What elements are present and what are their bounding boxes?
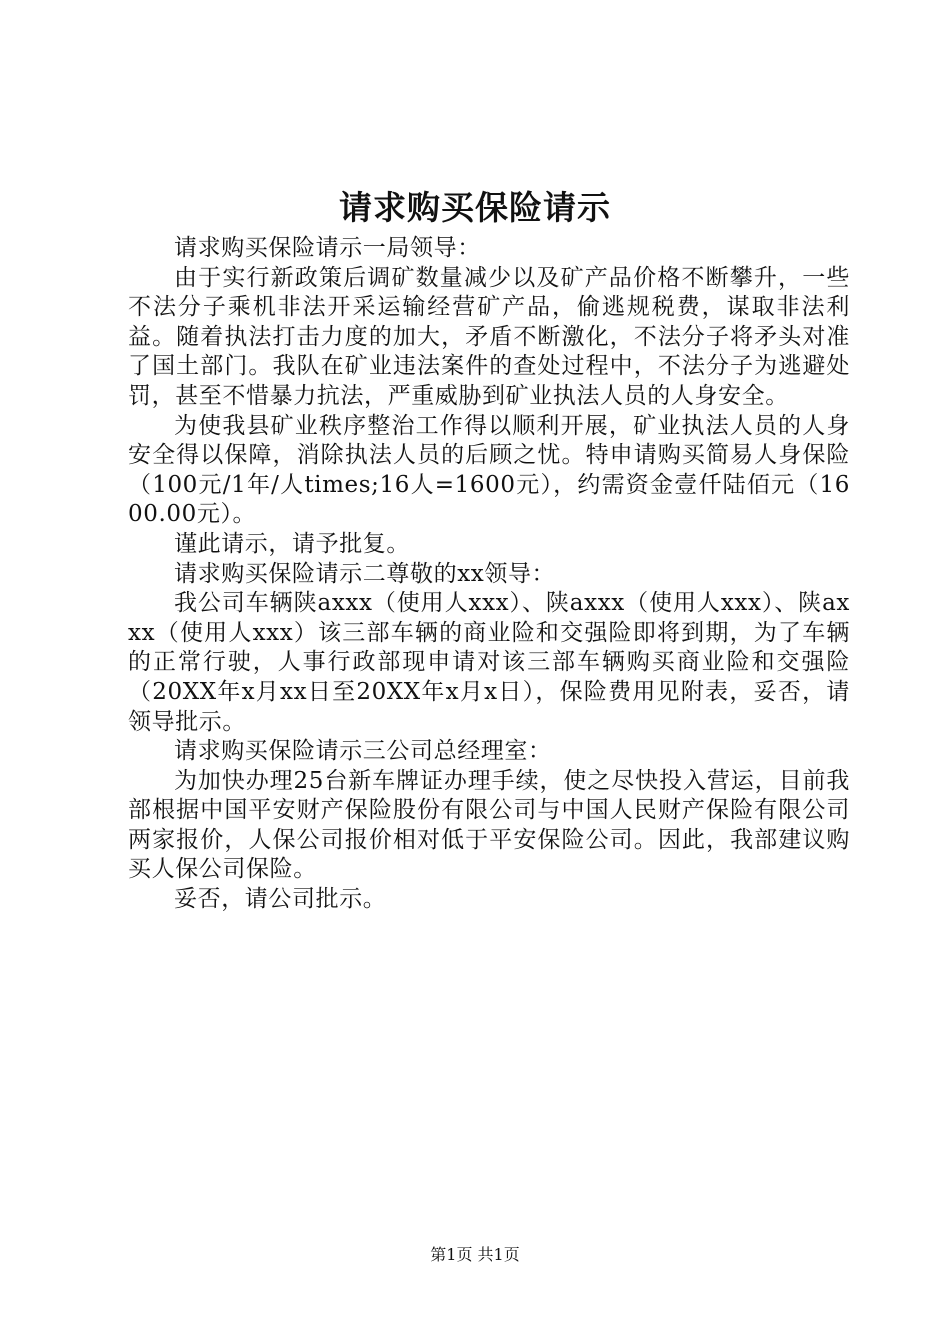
paragraph-closing-1: 谨此请示，请予批复。 (174, 530, 410, 557)
paragraph-request-3: 为加快办理25台新车牌证办理手续，使之尽快投入营运，目前我部根据中国平安财产保险股份有限公司与中国人民财产保险有限公司两家报价，人保公司报价相对低于平安保险公司。因此，我部建议购买人保公司保险。 (128, 767, 850, 883)
paragraph-salutation-3: 请求购买保险请示三公司总经理室： (174, 738, 552, 765)
paragraph-background: 由于实行新政策后调矿数量减少以及矿产品价格不断攀升，一些不法分子乘机非法开采运输经营矿产品，偷逃规税费，谋取非法利益。随着执法打击力度的加大，矛盾不断激化，不法分子将矛头对准了国土部门。我队在矿业违法案件的查处过程中，不法分子为逃避处罚，甚至不惜暴力抗法，严重威胁到矿业执法人员的人身安全。 (128, 264, 850, 409)
paragraph-salutation-1: 请求购买保险请示一局领导： (174, 235, 481, 261)
paragraph-request-1: 为使我县矿业秩序整治工作得以顺利开展，矿业执法人员的人身安全得以保障，消除执法人员的后顾之忧。特申请购买简易人身保险（100元/1年/人times;16人=1600元），约需资金壹仟陆佰元（1600.00元）。 (128, 412, 850, 528)
document-title: 请求购买保险请示 (339, 188, 611, 227)
paragraph-salutation-2: 请求购买保险请示二尊敬的xx领导： (174, 560, 556, 587)
page-footer: 第1页 共1页 (430, 1245, 520, 1264)
paragraph-closing-3: 妥否，请公司批示。 (174, 886, 387, 913)
document-body (128, 234, 850, 915)
paragraph-request-2: 我公司车辆陕axxx（使用人xxx）、陕axxx（使用人xxx）、陕axxx（使用人xxx）该三部车辆的商业险和交强险即将到期，为了车辆的正常行驶，人事行政部现申请对该三部车辆购买商业险和交强险（20XX年x月xx日至20XX年x月x日），保险费用见附表，妥否，请领导批示。 (128, 590, 850, 735)
